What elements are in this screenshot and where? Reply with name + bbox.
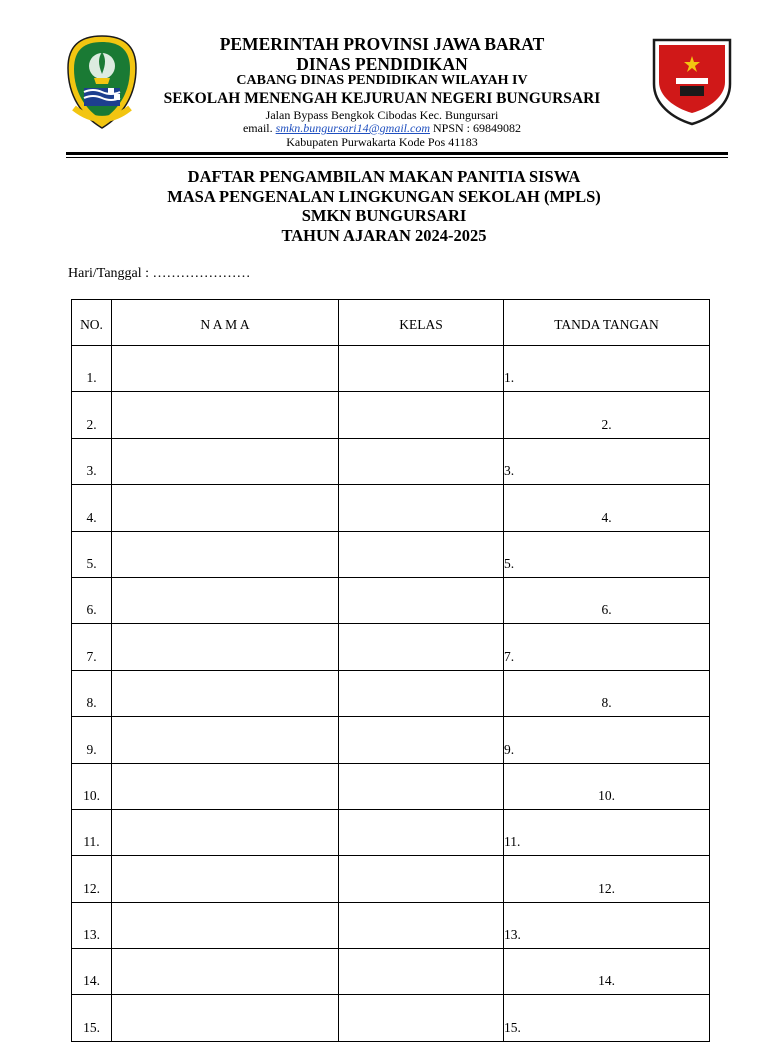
header-nama: N A M A <box>112 300 339 346</box>
signature-cell[interactable]: 1. <box>504 346 710 392</box>
signature-cell[interactable]: 3. <box>504 438 710 484</box>
name-cell[interactable] <box>112 485 339 531</box>
name-cell[interactable] <box>112 624 339 670</box>
email-label: email. <box>242 121 273 135</box>
table-header-row <box>72 300 710 346</box>
signature-cell[interactable]: 12. <box>504 856 710 902</box>
name-cell[interactable] <box>112 856 339 902</box>
letterhead-rule-thin <box>66 157 728 158</box>
name-cell[interactable] <box>112 763 339 809</box>
class-cell[interactable] <box>339 949 504 995</box>
table-row <box>72 995 710 1041</box>
letterhead-office-name: DINAS PENDIDIKAN <box>296 54 468 74</box>
name-cell[interactable] <box>112 392 339 438</box>
row-number: 2. <box>72 392 112 438</box>
class-cell[interactable] <box>339 670 504 716</box>
meal-pickup-table <box>71 299 710 1042</box>
row-number: 12. <box>72 856 112 902</box>
school-badge-logo <box>650 34 734 126</box>
table-body <box>72 346 710 1042</box>
name-cell[interactable] <box>112 438 339 484</box>
class-cell[interactable] <box>339 717 504 763</box>
header-no: NO. <box>72 300 112 346</box>
letterhead-contact-line <box>140 122 624 134</box>
class-cell[interactable] <box>339 856 504 902</box>
signature-cell[interactable]: 6. <box>504 577 710 623</box>
table-row <box>72 577 710 623</box>
class-cell[interactable] <box>339 624 504 670</box>
class-cell[interactable] <box>339 485 504 531</box>
header-kelas: KELAS <box>339 300 504 346</box>
document-title-line4: TAHUN AJARAN 2024-2025 <box>281 226 487 245</box>
row-number: 11. <box>72 809 112 855</box>
table-row <box>72 949 710 995</box>
email-link[interactable]: smkn.bungursari14@gmail.com <box>275 121 430 135</box>
class-cell[interactable] <box>339 763 504 809</box>
class-cell[interactable] <box>339 809 504 855</box>
class-cell[interactable] <box>339 995 504 1041</box>
document-title-line1: DAFTAR PENGAMBILAN MAKAN PANITIA SISWA <box>187 167 581 186</box>
row-number: 9. <box>72 717 112 763</box>
row-number: 1. <box>72 346 112 392</box>
signature-cell[interactable]: 7. <box>504 624 710 670</box>
table-row <box>72 392 710 438</box>
signature-cell[interactable]: 4. <box>504 485 710 531</box>
row-number: 5. <box>72 531 112 577</box>
table-row <box>72 902 710 948</box>
signature-cell[interactable]: 10. <box>504 763 710 809</box>
class-cell[interactable] <box>339 346 504 392</box>
letterhead-rule-thick <box>66 152 728 155</box>
name-cell[interactable] <box>112 577 339 623</box>
signature-cell[interactable]: 2. <box>504 392 710 438</box>
name-cell[interactable] <box>112 949 339 995</box>
row-number: 4. <box>72 485 112 531</box>
table-row <box>72 438 710 484</box>
table-row <box>72 485 710 531</box>
row-number: 15. <box>72 995 112 1041</box>
signature-cell[interactable]: 14. <box>504 949 710 995</box>
class-cell[interactable] <box>339 392 504 438</box>
row-number: 7. <box>72 624 112 670</box>
signature-cell[interactable]: 9. <box>504 717 710 763</box>
name-cell[interactable] <box>112 531 339 577</box>
row-number: 8. <box>72 670 112 716</box>
signature-cell[interactable]: 11. <box>504 809 710 855</box>
row-number: 13. <box>72 902 112 948</box>
table-row <box>72 717 710 763</box>
name-cell[interactable] <box>112 670 339 716</box>
class-cell[interactable] <box>339 577 504 623</box>
letterhead-school-name: SEKOLAH MENENGAH KEJURUAN NEGERI BUNGURSARI <box>163 90 601 107</box>
table-row <box>72 531 710 577</box>
document-title-line2: MASA PENGENALAN LINGKUNGAN SEKOLAH (MPLS) <box>167 187 601 206</box>
row-number: 14. <box>72 949 112 995</box>
npsn-text: NPSN : 69849082 <box>433 121 522 135</box>
table-row <box>72 670 710 716</box>
west-java-emblem-logo <box>64 34 140 130</box>
row-number: 10. <box>72 763 112 809</box>
table-row <box>72 346 710 392</box>
table-row <box>72 763 710 809</box>
row-number: 6. <box>72 577 112 623</box>
document-title-line3: SMKN BUNGURSARI <box>301 206 467 225</box>
table-row <box>72 809 710 855</box>
class-cell[interactable] <box>339 902 504 948</box>
class-cell[interactable] <box>339 438 504 484</box>
name-cell[interactable] <box>112 902 339 948</box>
row-number: 3. <box>72 438 112 484</box>
date-line: Hari/Tanggal : ………………… <box>68 266 251 281</box>
header-tanda-tangan: TANDA TANGAN <box>504 300 710 346</box>
signature-cell[interactable]: 15. <box>504 995 710 1041</box>
letterhead-branch-office: CABANG DINAS PENDIDIKAN WILAYAH IV <box>236 73 528 88</box>
name-cell[interactable] <box>112 717 339 763</box>
signature-cell[interactable]: 8. <box>504 670 710 716</box>
signature-cell[interactable]: 13. <box>504 902 710 948</box>
letterhead-region: Kabupaten Purwakarta Kode Pos 41183 <box>286 135 478 149</box>
table-row <box>72 856 710 902</box>
table-row <box>72 624 710 670</box>
class-cell[interactable] <box>339 531 504 577</box>
signature-cell[interactable]: 5. <box>504 531 710 577</box>
name-cell[interactable] <box>112 346 339 392</box>
letterhead-government-name: PEMERINTAH PROVINSI JAWA BARAT <box>219 34 545 54</box>
name-cell[interactable] <box>112 995 339 1041</box>
name-cell[interactable] <box>112 809 339 855</box>
letterhead-address: Jalan Bypass Bengkok Cibodas Kec. Bungursari <box>265 108 499 122</box>
